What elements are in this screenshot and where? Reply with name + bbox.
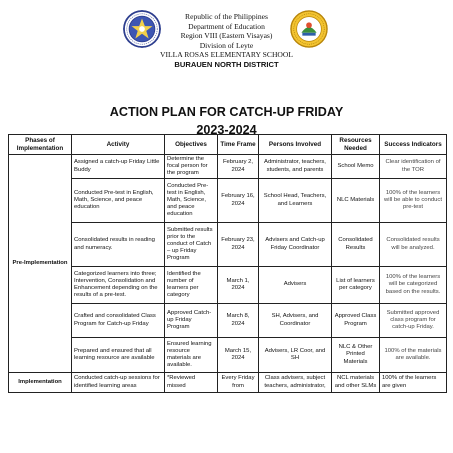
table-header-row bbox=[9, 135, 447, 155]
cell-objectives: Determine the focal person for the program bbox=[165, 155, 218, 179]
letterhead-district: BURAUEN NORTH DISTRICT bbox=[174, 59, 279, 69]
cell-resources: List of learners per category bbox=[332, 267, 380, 304]
cell-time-frame: Every Friday from bbox=[218, 373, 259, 393]
header-objectives: Objectives bbox=[165, 135, 218, 155]
cell-time-frame: February 23, 2024 bbox=[218, 223, 259, 267]
cell-persons: Advisers and Catch-up Friday Coordinator bbox=[259, 223, 332, 267]
cell-resources: School Memo bbox=[332, 155, 380, 179]
cell-time-frame: March 15, 2024 bbox=[218, 338, 259, 373]
header-time-frame: Time Frame bbox=[218, 135, 259, 155]
letterhead-region: Region VIII (Eastern Visayas) bbox=[180, 31, 273, 41]
letterhead-republic: Republic of the Philippines bbox=[185, 12, 268, 21]
cell-objectives: Approved Catch-up Friday Program bbox=[165, 304, 218, 338]
cell-objectives: Submitted results prior to the conduct of Catch – up Friday Program bbox=[165, 223, 218, 267]
letterhead-department: Department of Education bbox=[188, 21, 265, 31]
table-row bbox=[9, 267, 447, 304]
table-row bbox=[9, 179, 447, 223]
cell-objectives: Ensured learning resource materials are available. bbox=[165, 338, 218, 373]
phase-pre-implementation: Pre-Implementation bbox=[9, 155, 72, 373]
district-seal-icon bbox=[290, 10, 328, 48]
title-line-1: ACTION PLAN FOR CATCH-UP FRIDAY bbox=[109, 105, 344, 119]
cell-objectives: Conducted Pre-test in English, Math, Science, and peace education bbox=[165, 179, 218, 223]
header-phase: Phases of Implementation bbox=[9, 135, 72, 155]
cell-activity: Conducted catch-up sessions for identified learning areas bbox=[72, 373, 165, 393]
letterhead bbox=[150, 12, 303, 70]
table-row bbox=[9, 338, 447, 373]
cell-resources: Approved Class Program bbox=[332, 304, 380, 338]
cell-persons: Advisers bbox=[259, 267, 332, 304]
header-success-indicators: Success Indicators bbox=[380, 135, 447, 155]
cell-activity: Assigned a catch-up Friday Little Buddy bbox=[72, 155, 165, 179]
table-row bbox=[9, 304, 447, 338]
cell-resources: NCL materials and other SLMs bbox=[332, 373, 380, 393]
header-activity: Activity bbox=[72, 135, 165, 155]
cell-activity: Categorized learners into three; Intervention, Consolidation and Enhancement depending on the results of a pre-test. bbox=[72, 267, 165, 304]
cell-persons: School Head, Teachers, and Learners bbox=[259, 179, 332, 223]
letterhead-division: Division of Leyte bbox=[199, 40, 254, 50]
cell-persons: Administrator, teachers, students, and parents bbox=[259, 155, 332, 179]
cell-indicators: 100% of the learners will be categorized based on the results. bbox=[380, 267, 447, 304]
action-plan-table bbox=[8, 134, 447, 393]
cell-resources: Consolidated Results bbox=[332, 223, 380, 267]
title-year: 2023-2024 bbox=[196, 123, 257, 137]
cell-time-frame: February 2, 2024 bbox=[218, 155, 259, 179]
cell-activity: Consolidated results in reading and numeracy. bbox=[72, 223, 165, 267]
cell-resources: NLC Materials bbox=[332, 179, 380, 223]
cell-indicators: 100% of the learners are given bbox=[380, 373, 447, 393]
header-resources-needed: Resources Needed bbox=[332, 135, 380, 155]
table-row bbox=[9, 155, 447, 179]
cell-time-frame: March 1, 2024 bbox=[218, 267, 259, 304]
cell-indicators: Consolidated results will be analyzed. bbox=[380, 223, 447, 267]
cell-activity: Crafted and consolidated Class Program for Catch-up Friday bbox=[72, 304, 165, 338]
cell-indicators: 100% of the materials are available. bbox=[380, 338, 447, 373]
header-persons-involved: Persons Involved bbox=[259, 135, 332, 155]
cell-persons: Class advisers, subject teachers, administrator, bbox=[259, 373, 332, 393]
table-row bbox=[9, 223, 447, 267]
cell-resources: NLC & Other Printed Materials bbox=[332, 338, 380, 373]
cell-indicators: 100% of the learners will be able to conduct pre-test bbox=[380, 179, 447, 223]
cell-objectives: Identified the number of learners per category bbox=[165, 267, 218, 304]
phase-implementation: Implementation bbox=[9, 373, 72, 393]
cell-objectives: *Reviewed missed bbox=[165, 373, 218, 393]
table-row bbox=[9, 373, 447, 393]
cell-persons: SH, Advisers, and Coordinator bbox=[259, 304, 332, 338]
cell-indicators: Submitted approved class program for catch-up Friday. bbox=[380, 304, 447, 338]
letterhead-school: VILLA ROSAS ELEMENTARY SCHOOL bbox=[159, 50, 294, 60]
cell-activity: Prepared and ensured that all learning resource are available bbox=[72, 338, 165, 373]
cell-persons: Advisers, LR Coor, and SH bbox=[259, 338, 332, 373]
cell-time-frame: March 8, 2024 bbox=[218, 304, 259, 338]
cell-indicators: Clear identification of the TOR bbox=[380, 155, 447, 179]
cell-time-frame: February 16, 2024 bbox=[218, 179, 259, 223]
cell-activity: Conducted Pre-test in English, Math, Science, and peace education bbox=[72, 179, 165, 223]
